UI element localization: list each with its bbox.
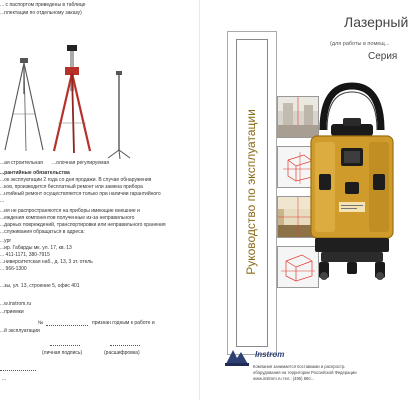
tripod-telescopic-image	[52, 43, 92, 155]
serial-number-label: №	[38, 320, 44, 326]
cover-series: Серия	[368, 51, 398, 62]
warranty-line-2: ...ков, производится бесплатный ремонт или замена прибора	[0, 184, 143, 190]
address-line-5: ... 966-1300	[0, 266, 27, 272]
warranty-line-6: ...еждения компонентов полученные из-за неправильного	[0, 215, 135, 221]
serial-number-line	[46, 325, 88, 326]
laser-level-device-image	[305, 78, 400, 283]
warranty-line-4: ...	[0, 198, 5, 204]
acceptance-heading: ...приемки	[0, 309, 24, 315]
warranty-line-3: ...нтийный ремонт осуществляется только при наличии гарантийного	[0, 191, 161, 197]
tripod-caption-1: ...ая строительная	[0, 160, 43, 166]
brand-logo-text: Instrom	[255, 350, 285, 359]
stamp-caption: ...	[2, 376, 7, 382]
brand-logo-icon	[223, 346, 251, 368]
cover-title: Лазерный	[344, 14, 408, 30]
signature-line	[50, 345, 80, 346]
warranty-line-8: ...служивания обращаться в адреса:	[0, 229, 85, 235]
serial-suffix: признан годным к работе и	[92, 320, 155, 326]
tripod-construction-image	[2, 54, 46, 154]
address-line-bottom: ...зы, ул. 13, строение 5, офис 401	[0, 283, 80, 289]
address-line-3: ... 411-1171, 380-7915	[0, 252, 50, 258]
signature-caption: (личная подпись)	[42, 350, 83, 356]
warranty-line-1: ...ок эксплуатации 2 года со дня продажи. В случае обнаружения	[0, 177, 152, 183]
address-line-4: ...ниверситетская наб., д. 13, 3 эт. отель	[0, 259, 93, 265]
name-caption: (расшифровка)	[104, 350, 140, 356]
serial-line-2: ...й эксплуатации	[0, 328, 40, 334]
warranty-line-7: ...дарных повреждений, транспортировки или неправильного хранения	[0, 222, 166, 228]
name-line	[110, 345, 140, 346]
warranty-line-5: ...ия не распространяются на приборы имеющие внешние и	[0, 208, 140, 214]
warranty-heading: ...рантийные обязательства	[0, 170, 70, 176]
right-page: Лазерный (для работы в помещ... Серия Руководство по эксплуатации Instrom Компания занимается поставками и распростр. оборудования на территории Российской Федерации www.instrom.ru тел.: (495) 660...	[200, 0, 400, 400]
address-line-2: ...ир. Габарды мк. ул. 17, кв. 13	[0, 245, 72, 251]
footer-line-1: Компания занимается поставками и распростр.	[253, 364, 346, 369]
footer-line-3: www.instrom.ru тел.: (495) 660...	[253, 376, 315, 381]
intro-line-2: ...плектации по отдельному заказу)	[0, 10, 82, 16]
stamp-line	[0, 370, 36, 371]
footer-line-2: оборудования на территории Российской Федерации	[253, 370, 357, 375]
website-link[interactable]: ...w.instrom.ru	[0, 301, 32, 307]
address-line-1: ...ург	[0, 238, 12, 244]
intro-line-1: ... с паспортом приведены в таблице	[0, 2, 86, 8]
extension-pole-image	[105, 70, 133, 160]
cover-subtitle: (для работы в помещ...	[330, 41, 390, 47]
tripod-caption-2: ...олочная регулируемая	[52, 160, 110, 166]
left-page	[0, 0, 200, 400]
